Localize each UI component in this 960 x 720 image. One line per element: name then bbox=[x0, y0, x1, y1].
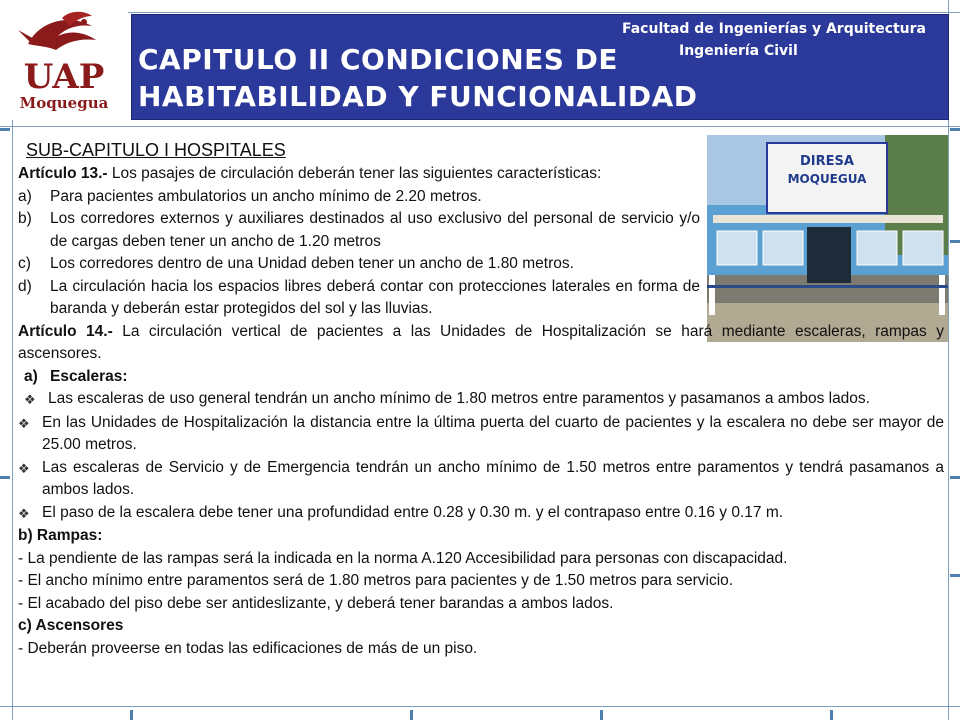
frame-tick bbox=[950, 476, 960, 479]
art13-item bbox=[18, 208, 700, 253]
stairs-bullet bbox=[18, 388, 944, 412]
stairs-marker: a) bbox=[24, 367, 38, 385]
stairs-title: Escaleras: bbox=[50, 367, 128, 385]
stairs-bullet bbox=[18, 502, 944, 526]
ramps-line: - El ancho mínimo entre paramentos será de 1.80 metros para pacientes y de 1.50 metros para servicio. bbox=[18, 572, 734, 589]
frame-tick bbox=[830, 710, 833, 720]
chapter-title: CAPITULO II CONDICIONES DE HABITABILIDAD Y FUNCIONALIDAD bbox=[138, 43, 698, 113]
art13-item bbox=[18, 276, 700, 321]
ramps-line: - El acabado del piso debe ser antideslizante, y deberá tener barandas a ambos lados. bbox=[18, 594, 614, 612]
art13-intro-text: Los pasajes de circulación deberán tener las siguientes características: bbox=[107, 165, 602, 182]
bullet-text: Las escaleras de uso general tendrán un ancho mínimo de 1.80 metros entre paramentos y pasamanos a ambos lados. bbox=[48, 390, 870, 407]
art13-intro bbox=[18, 163, 700, 186]
item-marker: a) bbox=[18, 187, 32, 205]
art14-intro-text: La circulación vertical de pacientes a las Unidades de Hospitalización se hará mediante escaleras, rampas y ascensores. bbox=[18, 322, 944, 362]
frame-tick bbox=[410, 710, 413, 720]
item-marker: b) bbox=[18, 210, 32, 227]
item-text: Los corredores externos y auxiliares destinados al uso exclusivo del personal de servicio y/o de cargas deben tener un ancho de 1.20 metros bbox=[50, 210, 700, 250]
frame-tick bbox=[600, 710, 603, 720]
logo-city-text: Moquegua bbox=[19, 94, 109, 112]
stairs-bullet bbox=[18, 412, 944, 457]
frame-tick bbox=[950, 128, 960, 131]
art13-item bbox=[18, 186, 700, 209]
bullet-text: Las escaleras de Servicio y de Emergencia tendrán un ancho mínimo de 1.50 metros entre paramentos y tendrá pasamanos a ambos lados. bbox=[42, 458, 944, 498]
art14-intro bbox=[18, 321, 944, 366]
faculty-name: Facultad de Ingenierías y Arquitectura bbox=[621, 21, 926, 37]
bullet-text: En las Unidades de Hospitalización la distancia entre la última puerta del cuarto de pacientes y la escalera no debe ser mayor de 25.00 metros. bbox=[42, 413, 944, 453]
item-text: La circulación hacia los espacios libres deberá contar con protecciones laterales en forma de baranda y deberán estar protegidos del sol y las lluvias. bbox=[50, 277, 700, 317]
elevators-line: - Deberán proveerse en todas las edificaciones de más de un piso. bbox=[18, 639, 478, 657]
frame-tick bbox=[950, 240, 960, 243]
diamond-bullet-icon: ❖ bbox=[24, 392, 36, 407]
stairs-heading bbox=[18, 366, 944, 389]
main-content bbox=[10, 140, 944, 660]
frame-tick bbox=[130, 710, 133, 720]
frame-top-line bbox=[0, 12, 960, 13]
article-14-section bbox=[10, 321, 944, 661]
diamond-bullet-icon: ❖ bbox=[18, 505, 30, 521]
uap-logo-graphic bbox=[0, 0, 128, 120]
frame-tick bbox=[0, 476, 10, 479]
art13-label: Artículo 13.- bbox=[18, 165, 108, 182]
subchapter-title: SUB-CAPITULO I HOSPITALES bbox=[26, 140, 286, 160]
art13-item bbox=[18, 253, 700, 276]
art14-label: Artículo 14.- bbox=[18, 322, 113, 340]
header-band bbox=[131, 14, 949, 120]
ramps-line: - La pendiente de las rampas será la indicada en la norma A.120 Accesibilidad para personas con discapacidad. bbox=[18, 549, 788, 567]
logo-name-text: UAP bbox=[23, 57, 105, 97]
frame-header-bottom-line bbox=[0, 126, 960, 127]
university-logo bbox=[0, 0, 128, 120]
item-marker: d) bbox=[18, 277, 32, 295]
item-marker: c) bbox=[18, 255, 31, 272]
frame-tick bbox=[0, 128, 10, 131]
diamond-bullet-icon: ❖ bbox=[18, 415, 30, 431]
career-name: Ingeniería Civil bbox=[679, 43, 798, 59]
sign-line2: MOQUEGUA bbox=[787, 172, 867, 186]
frame-bottom-line bbox=[0, 706, 960, 707]
diamond-bullet-icon: ❖ bbox=[18, 460, 30, 476]
elevators-heading: c) Ascensores bbox=[18, 617, 124, 634]
frame-tick bbox=[950, 574, 960, 577]
item-text: Para pacientes ambulatorios un ancho mínimo de 2.20 metros. bbox=[50, 187, 482, 205]
ramps-heading: b) Rampas: bbox=[18, 527, 103, 544]
bullet-text: El paso de la escalera debe tener una profundidad entre 0.28 y 0.30 m. y el contrapaso entre 0.16 y 0.17 m. bbox=[42, 503, 784, 521]
item-text: Los corredores dentro de una Unidad deben tener un ancho de 1.80 metros. bbox=[50, 255, 574, 272]
article-13-column bbox=[10, 140, 700, 321]
stairs-bullet bbox=[18, 457, 944, 502]
sign-line1: DIRESA bbox=[800, 154, 854, 169]
